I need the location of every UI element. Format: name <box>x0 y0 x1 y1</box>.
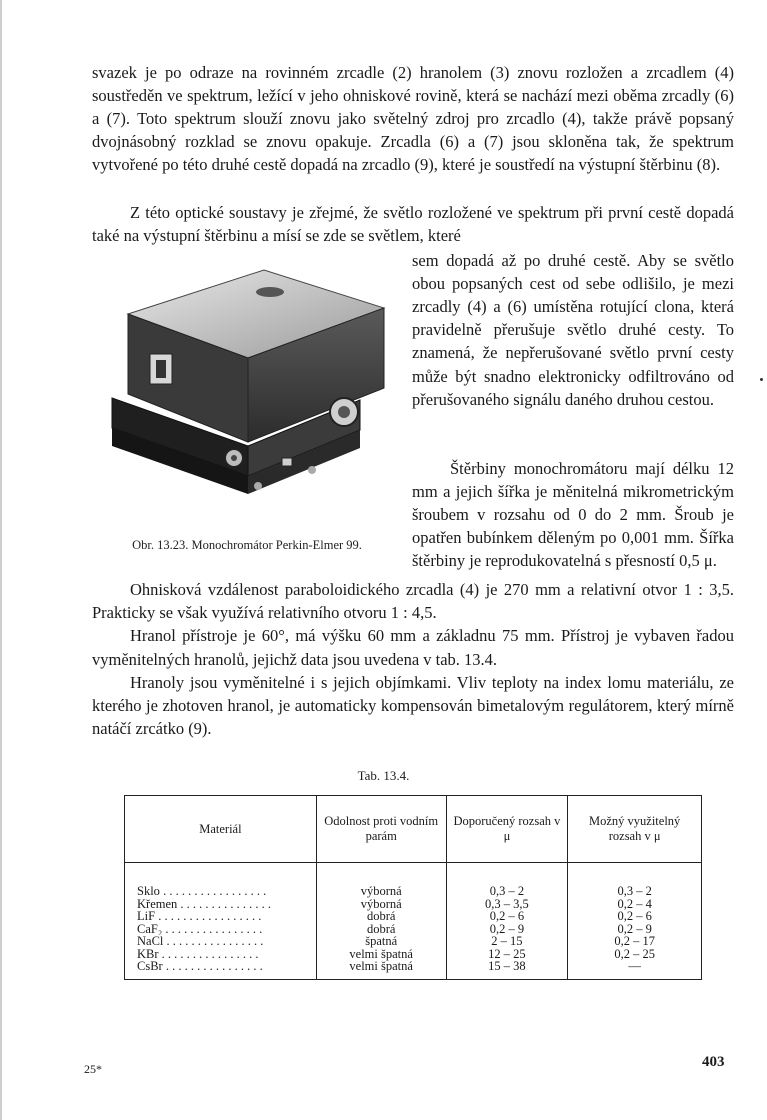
header-usable-range: Možný využitelný rozsah v μ <box>568 796 702 863</box>
scan-speck <box>760 378 763 381</box>
table-row <box>125 960 702 979</box>
monochromator-photo <box>98 262 390 524</box>
table-title: Tab. 13.4. <box>357 768 410 783</box>
table-row <box>125 910 702 923</box>
signature-mark: 25* <box>84 1062 102 1076</box>
cell-recommended: 0,2 – 9 <box>446 923 568 936</box>
cell-recommended: 2 – 15 <box>446 935 568 948</box>
paragraph-temperature: Hranoly jsou vyměnitelné i s jejich objímkami. Vliv teploty na index lomu materiálu, ze kterého je zhotoven hranol, je automaticky kompensován bimetalovým regulátorem, který mírně natáčí zrcátko (9). <box>92 672 734 739</box>
materials-table <box>124 795 702 980</box>
cell-usable: 0,2 – 6 <box>568 910 702 923</box>
paragraph-prism: Hranol přístroje je 60°, má výšku 60 mm a základnu 75 mm. Přístroj je vybaven řadou vyměnitelných hranolů, jejichž data jsou uvedena v tab. 13.4. <box>92 626 734 669</box>
cell-usable: 0,3 – 2 <box>568 863 702 898</box>
cell-resistance: dobrá <box>316 910 446 923</box>
cell-resistance: velmi špatná <box>316 948 446 961</box>
table-row <box>125 935 702 948</box>
header-recommended-range: Doporučený rozsah v μ <box>446 796 568 863</box>
cell-recommended: 0,3 – 3,5 <box>446 898 568 911</box>
cell-resistance: výborná <box>316 863 446 898</box>
cell-material: KBr . . . . . . . . . . . . . . . . <box>125 948 317 961</box>
header-material: Materiál <box>125 796 317 863</box>
paragraph-rotating-shutter: sem dopadá až po druhé cestě. Aby se světlo obou popsaných cest od sebe odlišilo, je mezi zrcadly (4) a (6) umístěna rotující clona, která pravidelně přerušuje světlo druhé cesty. To znamená, že nepřerušované světlo první cesty může být snadno elektronicky odfiltrováno od přerušovaného signálu daného druhou cestou. <box>412 250 734 409</box>
table-row <box>125 898 702 911</box>
cell-usable: 0,2 – 4 <box>568 898 702 911</box>
cell-material: CsBr . . . . . . . . . . . . . . . . <box>125 960 317 979</box>
cell-usable: — <box>568 960 702 979</box>
cell-material: Sklo . . . . . . . . . . . . . . . . . <box>125 863 317 898</box>
cell-resistance: dobrá <box>316 923 446 936</box>
cell-material: Křemen . . . . . . . . . . . . . . . <box>125 898 317 911</box>
table-header-row <box>125 796 702 863</box>
cell-recommended: 15 – 38 <box>446 960 568 979</box>
cell-material: LiF . . . . . . . . . . . . . . . . . <box>125 910 317 923</box>
paragraph-focal-length: Ohnisková vzdálenost paraboloidického zrcadla (4) je 270 mm a relativní otvor 1 : 3,5. Prakticky se však využívá relativního otvoru 1 : 4,5. <box>92 580 734 623</box>
cell-resistance: velmi špatná <box>316 960 446 979</box>
cell-usable: 0,2 – 9 <box>568 923 702 936</box>
cell-usable: 0,2 – 25 <box>568 948 702 961</box>
cell-recommended: 0,3 – 2 <box>446 863 568 898</box>
cell-material: CaF₂ . . . . . . . . . . . . . . . . <box>125 923 317 936</box>
paragraph-continued: svazek je po odraze na rovinném zrcadle (2) hranolem (3) znovu rozložen a zrcadlem (4) soustředěn ve spektrum, ležící v jeho ohniskové rovině, která se nachází mezi oběma zrcadly (6) a (7). Toto spektrum slouží znovu jako světelný zdroj pro zrcadlo (4), takže právě popsaný dvojnásobný rozklad se znovu opakuje. Zrcadla (6) a (7) jsou skloněna tak, že spektrum vytvořené po této druhé cestě dopadá na zrcadlo (9), které je soustředí na výstupní štěrbinu (8). <box>92 62 734 175</box>
cell-material: NaCl . . . . . . . . . . . . . . . . <box>125 935 317 948</box>
cell-resistance: špatná <box>316 935 446 948</box>
page-number: 403 <box>702 1054 725 1070</box>
cell-usable: 0,2 – 17 <box>568 935 702 948</box>
scan-margin-edge <box>0 0 2 1120</box>
figure-caption: Obr. 13.23. Monochromátor Perkin-Elmer 99. <box>132 538 362 552</box>
cell-resistance: výborná <box>316 898 446 911</box>
cell-recommended: 0,2 – 6 <box>446 910 568 923</box>
paragraph-block-lower <box>92 578 734 740</box>
table-row <box>125 863 702 898</box>
paragraph-optical-system: Z této optické soustavy je zřejmé, že světlo rozložené ve spektrum při první cestě dopadá také na výstupní štěrbinu a mísí se zde se světlem, které <box>92 202 734 245</box>
paragraph-slits: Štěrbiny monochromátoru mají délku 12 mm a jejich šířka je měnitelná mikrometrickým šroubem v rozsahu od 0 do 2 mm. Šroub je opatřen bubínkem děleným po 0,001 mm. Šířka štěrbiny je reprodukovatelná s přesností 0,5 μ. <box>412 458 734 571</box>
cell-recommended: 12 – 25 <box>446 948 568 961</box>
table-row <box>125 948 702 961</box>
header-moisture-resistance: Odolnost proti vodním parám <box>316 796 446 863</box>
